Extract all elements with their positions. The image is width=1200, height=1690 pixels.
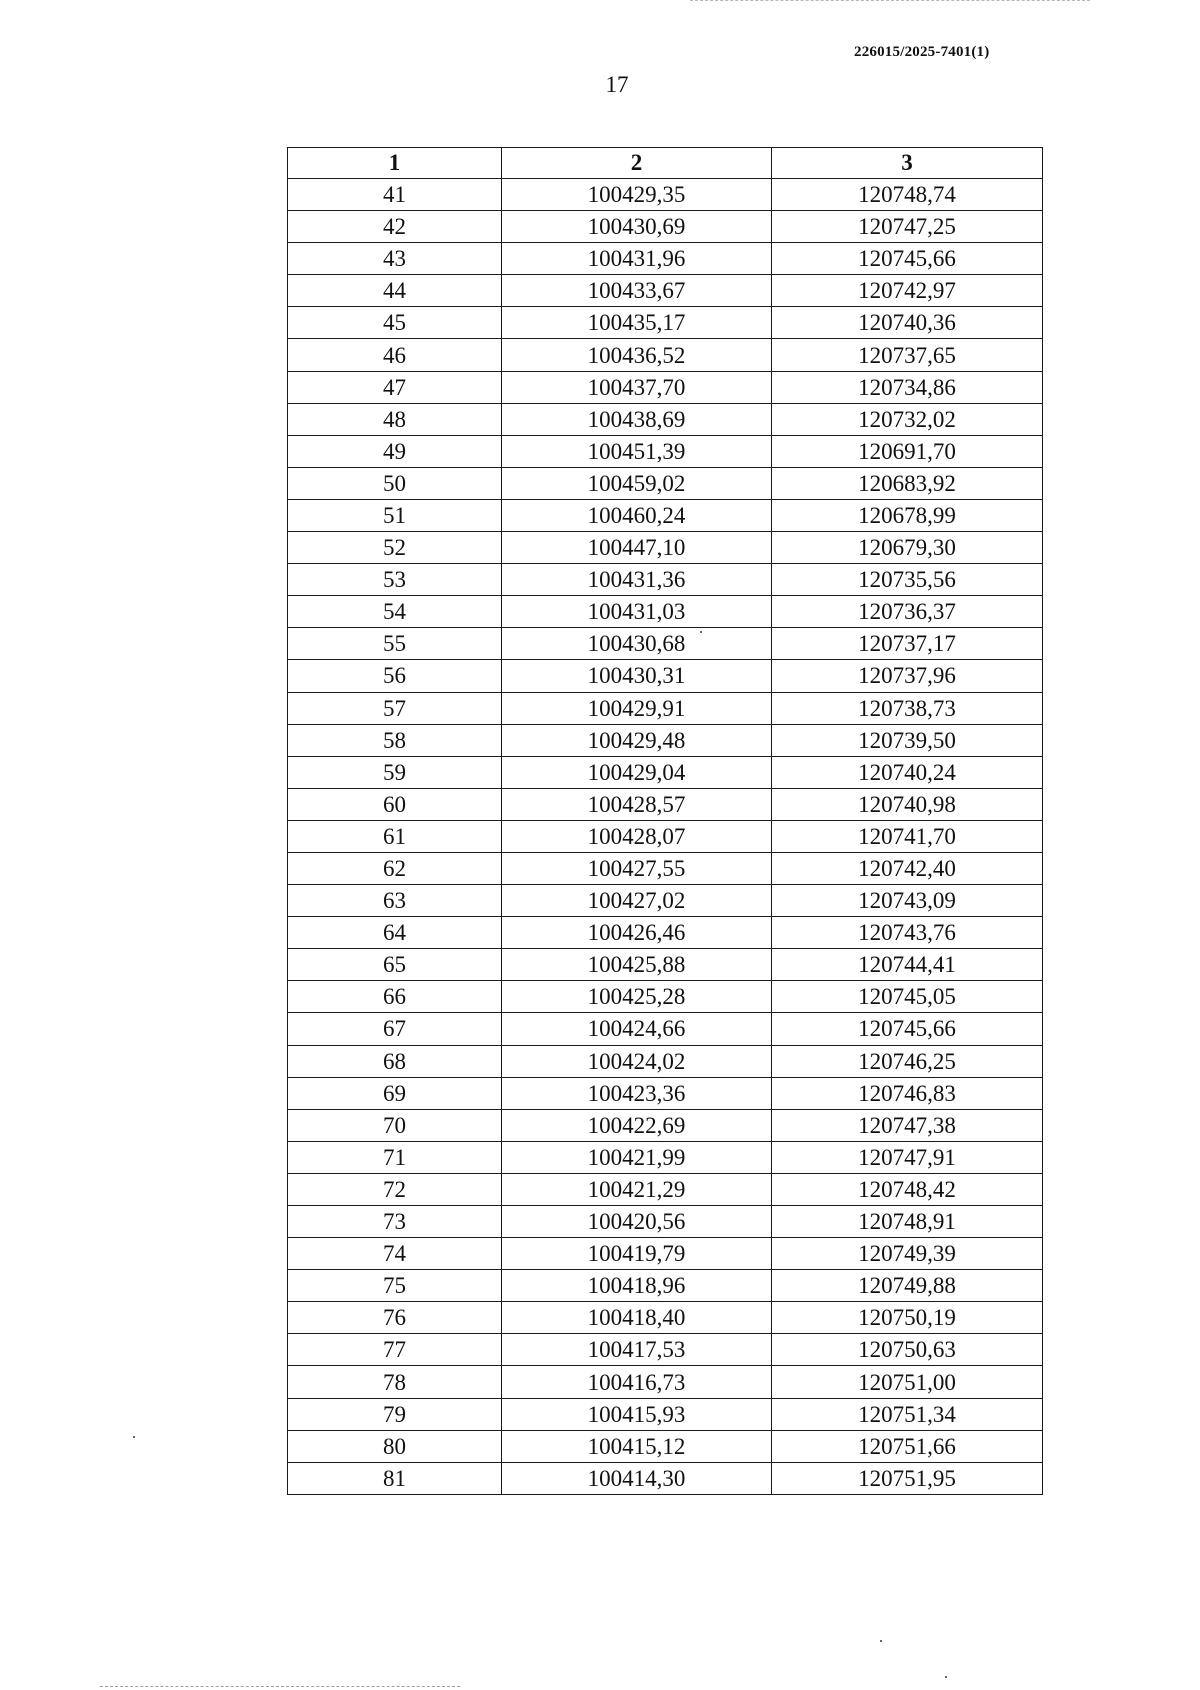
point-number-cell: 50 (288, 467, 502, 499)
coordinate-y-cell: 120740,24 (772, 756, 1043, 788)
coordinate-y-cell: 120747,38 (772, 1109, 1043, 1141)
coordinate-x-cell: 100415,93 (502, 1398, 772, 1430)
coordinate-x-cell: 100423,36 (502, 1077, 772, 1109)
coordinate-y-cell: 120749,88 (772, 1270, 1043, 1302)
point-number-cell: 41 (288, 179, 502, 211)
table-row (288, 371, 1043, 403)
coordinate-x-cell: 100430,31 (502, 660, 772, 692)
table-row (288, 467, 1043, 499)
point-number-cell: 46 (288, 339, 502, 371)
point-number-cell: 64 (288, 917, 502, 949)
point-number-cell: 76 (288, 1302, 502, 1334)
coordinate-x-cell: 100422,69 (502, 1109, 772, 1141)
coordinate-y-cell: 120737,17 (772, 628, 1043, 660)
table-row (288, 1430, 1043, 1462)
coordinate-y-cell: 120743,09 (772, 885, 1043, 917)
point-number-cell: 59 (288, 756, 502, 788)
coordinate-x-cell: 100425,88 (502, 949, 772, 981)
coordinate-x-cell: 100430,68 (502, 628, 772, 660)
coordinate-y-cell: 120751,00 (772, 1366, 1043, 1398)
point-number-cell: 65 (288, 949, 502, 981)
point-number-cell: 78 (288, 1366, 502, 1398)
point-number-cell: 66 (288, 981, 502, 1013)
coordinate-y-cell: 120748,42 (772, 1173, 1043, 1205)
table-row (288, 1109, 1043, 1141)
table-row (288, 564, 1043, 596)
point-number-cell: 69 (288, 1077, 502, 1109)
coordinate-x-cell: 100417,53 (502, 1334, 772, 1366)
scan-speck (700, 631, 702, 633)
point-number-cell: 73 (288, 1206, 502, 1238)
coordinate-y-cell: 120747,25 (772, 211, 1043, 243)
scan-artifact-bottom-rule (100, 1686, 460, 1688)
point-number-cell: 53 (288, 564, 502, 596)
coordinate-y-cell: 120743,76 (772, 917, 1043, 949)
point-number-cell: 70 (288, 1109, 502, 1141)
coordinate-y-cell: 120745,66 (772, 243, 1043, 275)
coordinate-y-cell: 120740,36 (772, 307, 1043, 339)
scan-artifact-top-rule (690, 0, 1090, 3)
table-row (288, 435, 1043, 467)
table-row (288, 852, 1043, 884)
coordinate-x-cell: 100418,96 (502, 1270, 772, 1302)
coordinate-y-cell: 120744,41 (772, 949, 1043, 981)
coordinate-y-cell: 120679,30 (772, 532, 1043, 564)
coordinate-x-cell: 100430,69 (502, 211, 772, 243)
point-number-cell: 43 (288, 243, 502, 275)
coordinate-y-cell: 120742,40 (772, 852, 1043, 884)
table-row (288, 499, 1043, 531)
coordinate-x-cell: 100460,24 (502, 499, 772, 531)
table-row (288, 1238, 1043, 1270)
table-row (288, 756, 1043, 788)
point-number-cell: 81 (288, 1462, 502, 1494)
point-number-cell: 60 (288, 788, 502, 820)
coordinate-y-cell: 120738,73 (772, 692, 1043, 724)
coordinate-x-cell: 100433,67 (502, 275, 772, 307)
coordinate-x-cell: 100426,46 (502, 917, 772, 949)
coordinate-y-cell: 120732,02 (772, 403, 1043, 435)
table-row (288, 885, 1043, 917)
coordinate-y-cell: 120748,91 (772, 1206, 1043, 1238)
coordinate-y-cell: 120739,50 (772, 724, 1043, 756)
coordinate-x-cell: 100429,48 (502, 724, 772, 756)
point-number-cell: 68 (288, 1045, 502, 1077)
table-row (288, 1302, 1043, 1334)
table-row (288, 403, 1043, 435)
coordinate-x-cell: 100428,07 (502, 820, 772, 852)
point-number-cell: 62 (288, 852, 502, 884)
table-row (288, 917, 1043, 949)
table-row (288, 1206, 1043, 1238)
table-row (288, 275, 1043, 307)
coordinate-x-cell: 100438,69 (502, 403, 772, 435)
coordinate-y-cell: 120747,91 (772, 1141, 1043, 1173)
scan-speck (880, 1640, 882, 1642)
table-row (288, 596, 1043, 628)
point-number-cell: 55 (288, 628, 502, 660)
point-number-cell: 42 (288, 211, 502, 243)
coordinate-y-cell: 120745,66 (772, 1013, 1043, 1045)
coordinate-y-cell: 120741,70 (772, 820, 1043, 852)
coordinate-y-cell: 120751,95 (772, 1462, 1043, 1494)
table-row (288, 1462, 1043, 1494)
point-number-cell: 51 (288, 499, 502, 531)
point-number-cell: 56 (288, 660, 502, 692)
table-row (288, 1077, 1043, 1109)
coordinate-x-cell: 100419,79 (502, 1238, 772, 1270)
coordinate-x-cell: 100415,12 (502, 1430, 772, 1462)
table-row (288, 1398, 1043, 1430)
point-number-cell: 44 (288, 275, 502, 307)
document-number: 226015/2025-7401(1) (854, 44, 990, 60)
point-number-cell: 52 (288, 532, 502, 564)
coordinate-x-cell: 100418,40 (502, 1302, 772, 1334)
table-row (288, 820, 1043, 852)
column-header-1: 1 (288, 148, 502, 179)
coordinate-y-cell: 120678,99 (772, 499, 1043, 531)
coordinate-y-cell: 120737,96 (772, 660, 1043, 692)
table-row (288, 1270, 1043, 1302)
table-row (288, 1366, 1043, 1398)
point-number-cell: 72 (288, 1173, 502, 1205)
point-number-cell: 71 (288, 1141, 502, 1173)
point-number-cell: 49 (288, 435, 502, 467)
point-number-cell: 63 (288, 885, 502, 917)
table-row (288, 1334, 1043, 1366)
coordinate-x-cell: 100447,10 (502, 532, 772, 564)
coordinate-y-cell: 120740,98 (772, 788, 1043, 820)
coordinate-x-cell: 100429,35 (502, 179, 772, 211)
coordinate-x-cell: 100424,02 (502, 1045, 772, 1077)
point-number-cell: 80 (288, 1430, 502, 1462)
coordinate-y-cell: 120737,65 (772, 339, 1043, 371)
coordinate-y-cell: 120736,37 (772, 596, 1043, 628)
coordinate-y-cell: 120748,74 (772, 179, 1043, 211)
coordinate-y-cell: 120691,70 (772, 435, 1043, 467)
coordinate-y-cell: 120750,19 (772, 1302, 1043, 1334)
table-row (288, 949, 1043, 981)
coordinate-x-cell: 100459,02 (502, 467, 772, 499)
table-row (288, 179, 1043, 211)
point-number-cell: 77 (288, 1334, 502, 1366)
point-number-cell: 61 (288, 820, 502, 852)
coordinate-y-cell: 120746,25 (772, 1045, 1043, 1077)
table-body (288, 179, 1043, 1495)
table-row (288, 692, 1043, 724)
point-number-cell: 79 (288, 1398, 502, 1430)
column-header-2: 2 (502, 148, 772, 179)
coordinate-x-cell: 100437,70 (502, 371, 772, 403)
coordinate-x-cell: 100431,03 (502, 596, 772, 628)
coordinate-x-cell: 100421,29 (502, 1173, 772, 1205)
table-row (288, 211, 1043, 243)
table-row (288, 243, 1043, 275)
coordinate-x-cell: 100431,96 (502, 243, 772, 275)
table-row (288, 1173, 1043, 1205)
coordinate-x-cell: 100425,28 (502, 981, 772, 1013)
coordinate-y-cell: 120750,63 (772, 1334, 1043, 1366)
coordinate-y-cell: 120735,56 (772, 564, 1043, 596)
point-number-cell: 75 (288, 1270, 502, 1302)
coordinate-x-cell: 100427,02 (502, 885, 772, 917)
table-row (288, 1045, 1043, 1077)
point-number-cell: 67 (288, 1013, 502, 1045)
table-row (288, 724, 1043, 756)
coordinate-x-cell: 100435,17 (502, 307, 772, 339)
coordinate-x-cell: 100424,66 (502, 1013, 772, 1045)
coordinate-y-cell: 120751,66 (772, 1430, 1043, 1462)
coordinate-x-cell: 100427,55 (502, 852, 772, 884)
table-row (288, 532, 1043, 564)
page-number: 17 (605, 72, 629, 97)
table-row (288, 1013, 1043, 1045)
coordinate-y-cell: 120734,86 (772, 371, 1043, 403)
table-row (288, 1141, 1043, 1173)
point-number-cell: 74 (288, 1238, 502, 1270)
coordinate-x-cell: 100420,56 (502, 1206, 772, 1238)
point-number-cell: 47 (288, 371, 502, 403)
table-row (288, 660, 1043, 692)
coordinate-x-cell: 100429,04 (502, 756, 772, 788)
column-header-3: 3 (772, 148, 1043, 179)
table-row (288, 307, 1043, 339)
coordinate-y-cell: 120742,97 (772, 275, 1043, 307)
coordinate-y-cell: 120683,92 (772, 467, 1043, 499)
point-number-cell: 58 (288, 724, 502, 756)
coordinate-x-cell: 100428,57 (502, 788, 772, 820)
coordinate-y-cell: 120745,05 (772, 981, 1043, 1013)
coordinates-table (287, 147, 1043, 1495)
coordinate-y-cell: 120749,39 (772, 1238, 1043, 1270)
table-row (288, 981, 1043, 1013)
coordinate-x-cell: 100416,73 (502, 1366, 772, 1398)
coordinate-x-cell: 100436,52 (502, 339, 772, 371)
point-number-cell: 57 (288, 692, 502, 724)
coordinate-x-cell: 100429,91 (502, 692, 772, 724)
scan-speck (945, 1676, 947, 1678)
point-number-cell: 45 (288, 307, 502, 339)
coordinate-x-cell: 100451,39 (502, 435, 772, 467)
coordinate-y-cell: 120751,34 (772, 1398, 1043, 1430)
coordinate-x-cell: 100421,99 (502, 1141, 772, 1173)
table-header-row (288, 148, 1043, 179)
coordinate-x-cell: 100431,36 (502, 564, 772, 596)
table-row (288, 628, 1043, 660)
coordinate-y-cell: 120746,83 (772, 1077, 1043, 1109)
scan-speck (133, 1436, 135, 1438)
table-row (288, 339, 1043, 371)
coordinate-x-cell: 100414,30 (502, 1462, 772, 1494)
point-number-cell: 54 (288, 596, 502, 628)
point-number-cell: 48 (288, 403, 502, 435)
table-row (288, 788, 1043, 820)
